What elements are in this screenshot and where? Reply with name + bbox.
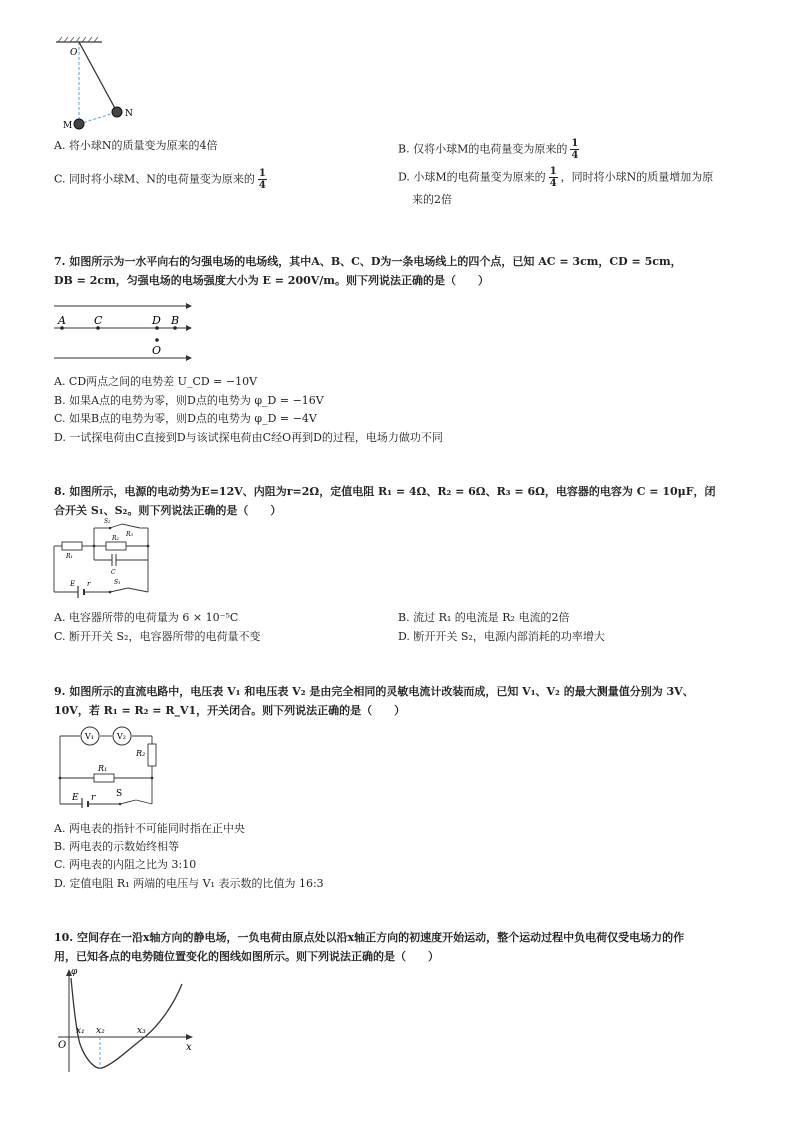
q6-option-d-line2: 来的2倍 [412, 193, 452, 206]
resistor-r2 [148, 744, 156, 766]
string-line [79, 42, 117, 112]
label-x1: x₁ [76, 1026, 85, 1036]
label-c: C [111, 569, 116, 576]
q8-option-a[interactable]: A. 电容器所带的电荷量为 6 × 10⁻⁵C [54, 611, 239, 624]
q9-circuit-figure [54, 724, 166, 808]
label-r: r [87, 580, 91, 588]
q8-circuit-figure [48, 516, 160, 598]
label-origin: O [58, 1040, 67, 1051]
label-a: A [58, 314, 66, 327]
potential-curve [71, 978, 182, 1068]
label-e: E [70, 580, 76, 588]
q6-option-d-text: D. 小球M的电荷量变为原来的 [398, 170, 546, 184]
label-e: E [72, 793, 79, 803]
q6-option-c-text: C. 同时将小球M、N的电荷量变为原来的 [54, 172, 255, 186]
q6-option-d[interactable] [398, 166, 713, 189]
arrow-bottom [186, 355, 192, 361]
resistor-r1 [62, 542, 82, 550]
q8-option-b[interactable]: B. 流过 R₁ 的电流是 R₂ 电流的2倍 [398, 611, 570, 624]
q6-option-c-fraction: $\frac{1}{4}$ [258, 168, 266, 191]
q6-option-b-text: B. 仅将小球M的电荷量变为原来的 [398, 142, 568, 156]
q7-option-d[interactable]: D. 一试探电荷由C直接到D与该试探电荷由C经O再到D的过程，电场力做功不同 [54, 431, 443, 444]
q9-stem [54, 682, 744, 720]
q6-option-b[interactable] [398, 138, 582, 161]
q6-option-b-fraction: $\frac{1}{4}$ [571, 138, 579, 161]
q8-stem-line1: 8. 如图所示，电源的电动势为E=12V、内阻为r=2Ω，定值电阻 R₁ = 4Ω、R₂ = 6Ω、R₃ = 6Ω，电容器的电容为 C = 10μF，闭 [54, 485, 716, 498]
mn-dashed-line [79, 112, 117, 124]
q9-option-c[interactable]: C. 两电表的内阻之比为 3:10 [54, 858, 197, 871]
q7-stem [54, 252, 744, 290]
junction-left [59, 777, 62, 780]
q9-stem-line1: 9. 如图所示的直流电路中，电压表 V₁ 和电压表 V₂ 是由完全相同的灵敏电流计改装而成，已知 V₁、V₂ 的最大测量值分别为 3V、 [54, 685, 694, 698]
switch-s [120, 800, 136, 804]
q7-option-c[interactable]: C. 如果B点的电势为零，则D点的电势为 φ_D = −4V [54, 412, 317, 425]
q9-option-d[interactable]: D. 定值电阻 R₁ 两端的电压与 V₁ 表示数的比值为 16:3 [54, 877, 324, 890]
q6-option-c[interactable] [54, 168, 270, 191]
junction-right [151, 777, 154, 780]
label-r2: R₂ [136, 749, 146, 758]
q10-stem [54, 928, 744, 966]
arrow-top [186, 303, 192, 309]
q8-stem-line2: 合开关 S₁、S₂。则下列说法正确的是（ ） [54, 504, 282, 517]
q7-option-a[interactable]: A. CD两点之间的电势差 U_CD = −10V [54, 375, 258, 388]
label-b: B [171, 314, 180, 327]
q8-stem [54, 482, 744, 520]
q8-option-c[interactable]: C. 断开开关 S₂，电容器所带的电荷量不变 [54, 630, 261, 643]
ball-n [112, 107, 122, 117]
switch-s2 [110, 524, 122, 528]
q6-option-a[interactable]: A. 将小球N的质量变为原来的4倍 [54, 139, 218, 152]
ceiling-hatch [58, 37, 98, 42]
q7-field-figure [50, 296, 200, 366]
x-axis-arrow [186, 1034, 193, 1040]
label-r2: R₂ [112, 535, 119, 542]
label-s1: S₁ [114, 579, 121, 586]
q9-option-a[interactable]: A. 两电表的指针不可能同时指在正中央 [54, 822, 245, 835]
label-x2: x₂ [96, 1026, 105, 1036]
q8-option-d[interactable]: D. 断开开关 S₂，电源内部消耗的功率增大 [398, 630, 605, 643]
q9-option-b[interactable]: B. 两电表的示数始终相等 [54, 840, 180, 853]
label-r: r [91, 793, 96, 803]
q10-stem-line1: 10. 空间存在一沿x轴方向的静电场，一负电荷由原点处以沿x轴正方向的初速度开始运动，整个运动过程中负电荷仅受电场力的作 [54, 931, 685, 944]
label-m: M [63, 121, 73, 131]
label-r1: R₁ [98, 764, 108, 773]
point-o [155, 338, 159, 342]
label-s2: S₂ [104, 518, 111, 525]
label-r3: R₃ [126, 531, 133, 538]
q10-stem-line2: 用，已知各点的电势随位置变化的图线如图所示。则下列说法正确的是（ ） [54, 950, 439, 963]
switch-s1 [110, 588, 128, 592]
label-c: C [94, 314, 103, 327]
junction-left [93, 545, 96, 548]
resistor-r2 [106, 542, 126, 550]
resistor-r1 [94, 774, 114, 782]
q6-option-d-fraction: $\frac{1}{4}$ [549, 166, 557, 189]
label-x3: x₃ [137, 1026, 146, 1036]
arrow-middle [186, 325, 192, 331]
q6-option-d-text2: ，同时将小球N的质量增加为原 [560, 170, 714, 184]
label-s: S [116, 789, 123, 799]
q7-stem-line2: DB = 2cm，匀强电场的电场强度大小为 E = 200V/m。则下列说法正确的是（ ） [54, 274, 489, 287]
label-v2: V₂ [117, 732, 126, 741]
q9-stem-line2: 10V，若 R₁ = R₂ = R_V1，开关闭合。则下列说法正确的是（ ） [54, 704, 406, 717]
q7-stem-line1: 7. 如图所示为一水平向右的匀强电场的电场线，其中A、B、C、D为一条电场线上的四个点，已知 AC = 3cm，CD = 5cm， [54, 255, 682, 268]
label-r1: R₁ [66, 553, 73, 560]
q7-option-b[interactable]: B. 如果A点的电势为零，则D点的电势为 φ_D = −16V [54, 394, 324, 407]
ball-m [74, 119, 84, 129]
label-n: N [125, 109, 133, 119]
label-o: O [70, 48, 78, 58]
junction-right [147, 545, 150, 548]
label-v1: V₁ [85, 732, 94, 741]
label-o: O [152, 344, 162, 357]
q10-potential-graph [52, 966, 200, 1078]
label-phi: φ [71, 967, 78, 977]
label-d: D [152, 314, 161, 327]
label-x: x [186, 1042, 192, 1053]
q6-pendulum-figure [50, 36, 170, 136]
